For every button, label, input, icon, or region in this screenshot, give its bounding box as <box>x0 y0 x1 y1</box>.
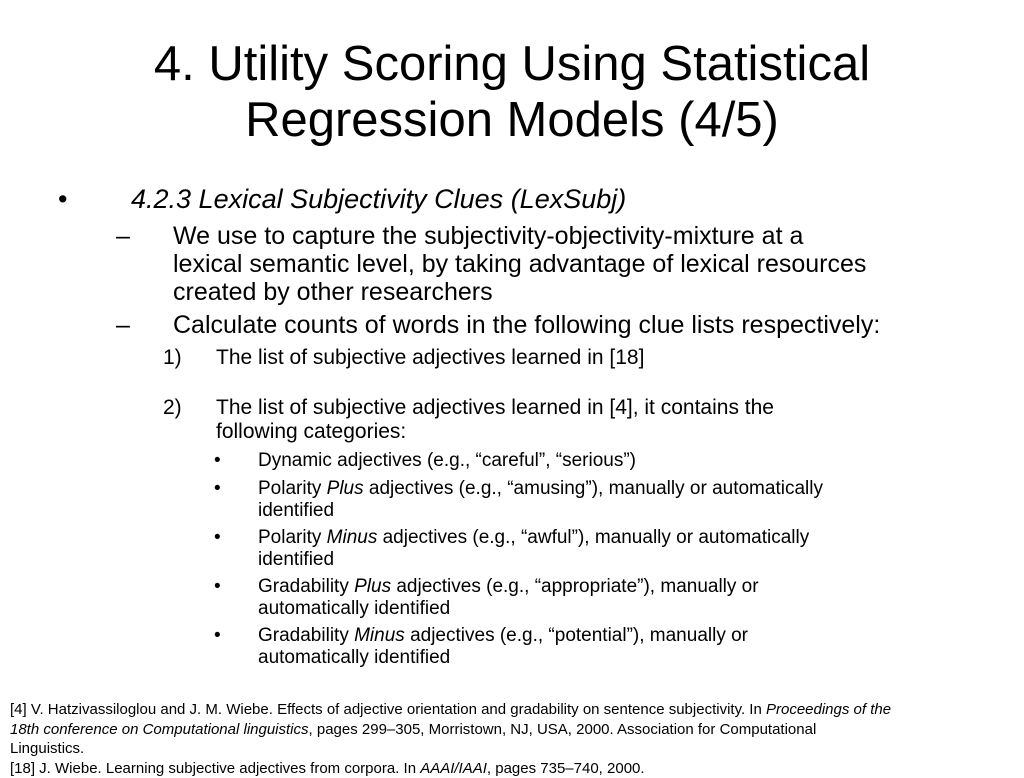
point-2-text: Calculate counts of words in the following clue lists respectively: <box>173 311 880 339</box>
list-item-text-line-2: following categories: <box>216 420 774 444</box>
dash-marker: – <box>116 222 130 250</box>
category-line-2: identified <box>258 500 823 522</box>
reference-4-line-2: 18th conference on Computational linguistics, pages 299–305, Morristown, NJ, USA, 2000. Association for Computational <box>10 720 1018 740</box>
bullet-marker: • <box>214 478 221 500</box>
category-suffix: adjectives (e.g., “awful”), manually or automatically <box>377 527 809 548</box>
list-item-text-line-1: The list of subjective adjectives learned in [4], it contains the <box>216 396 774 420</box>
bullet-marker: • <box>214 625 221 647</box>
bullet-marker: • <box>58 184 67 214</box>
category-text: Dynamic adjectives (e.g., “careful”, “serious”) <box>258 450 636 472</box>
bullet-marker: • <box>214 576 221 598</box>
reference-4-line-3: Linguistics. <box>10 739 1018 759</box>
category-line-2: identified <box>258 549 809 571</box>
reference-4-line-1: [4] V. Hatzivassiloglou and J. M. Wiebe. Effects of adjective orientation and gradability on sentence subjectivity. In Proceedings of the <box>10 700 1018 720</box>
list-number: 2) <box>163 396 182 420</box>
category-prefix: Gradability <box>258 625 354 646</box>
list-item-text: The list of subjective adjectives learned in [18] <box>216 346 644 370</box>
category-emphasis: Minus <box>354 625 405 646</box>
category-suffix: adjectives (e.g., “amusing”), manually or automatically <box>364 478 823 499</box>
title-line-1: 4. Utility Scoring Using Statistical <box>0 36 1024 92</box>
point-1-line-2: lexical semantic level, by taking advantage of lexical resources <box>173 250 866 278</box>
bullet-marker: • <box>214 527 221 549</box>
category-emphasis: Plus <box>354 576 391 597</box>
list-number: 1) <box>163 346 182 370</box>
reference-18: [18] J. Wiebe. Learning subjective adjectives from corpora. In AAAI/IAAI, pages 735–740, 2000. <box>10 759 1018 778</box>
category-emphasis: Plus <box>327 478 364 499</box>
category-emphasis: Minus <box>327 527 378 548</box>
category-suffix: adjectives (e.g., “potential”), manually or <box>405 625 748 646</box>
point-1-line-3: created by other researchers <box>173 278 866 306</box>
category-prefix: Polarity <box>258 527 327 548</box>
point-1-line-1: We use to capture the subjectivity-objectivity-mixture at a <box>173 222 866 250</box>
category-line-2: automatically identified <box>258 647 748 669</box>
category-suffix: adjectives (e.g., “appropriate”), manually or <box>391 576 759 597</box>
category-line-2: automatically identified <box>258 598 759 620</box>
references <box>10 700 1018 778</box>
section-heading: 4.2.3 Lexical Subjectivity Clues (LexSubj) <box>131 184 626 214</box>
dash-marker: – <box>116 311 130 339</box>
bullet-marker: • <box>214 450 221 472</box>
category-prefix: Polarity <box>258 478 327 499</box>
category-prefix: Gradability <box>258 576 354 597</box>
title-line-2: Regression Models (4/5) <box>0 92 1024 148</box>
slide-title <box>0 36 1024 148</box>
